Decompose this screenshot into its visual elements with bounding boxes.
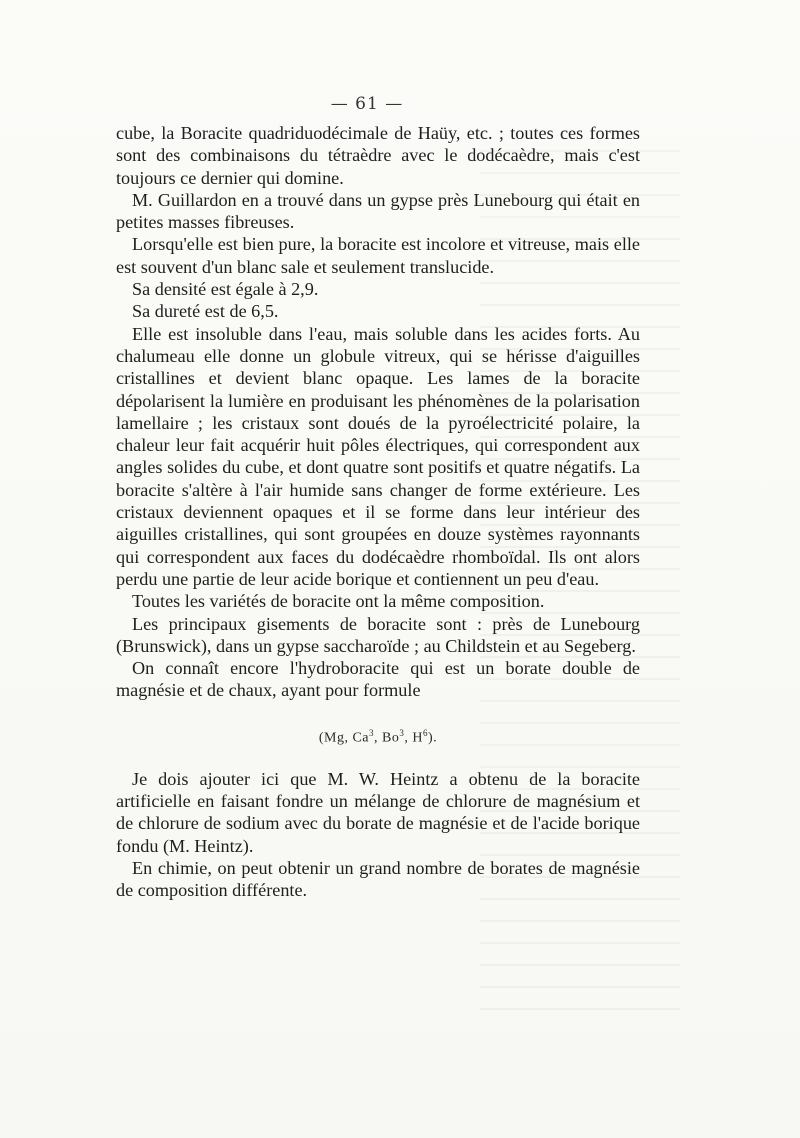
paragraph-2: M. Guillardon en a trouvé dans un gypse près Lunebourg qui était en petites masses fibreuses. xyxy=(116,189,640,233)
chemical-formula xyxy=(116,722,640,750)
paragraph-4: Sa densité est égale à 2,9. xyxy=(132,279,319,300)
paragraph-10: Je dois ajouter ici que M. W. Heintz a obtenu de la boracite artificielle en faisant fondre un mélange de chlorure de magnésium et de chlorure de sodium avec du borate de magnésie et de l'acide borique fondu (M. Heintz). xyxy=(116,768,640,856)
formula-part: , H xyxy=(404,730,423,746)
paragraph-6: Elle est insoluble dans l'eau, mais soluble dans les acides forts. Au chalumeau elle donne un globule vitreux, qui se hérisse d'aiguilles cristallines et devient blanc opaque. Les lames de la boracite dépolarisent la lumière en produisant les phénomènes de la polarisation lamellaire ; les cristaux sont doués de la pyroélectricité polaire, la chaleur leur fait acquérir huit pôles électriques, qui correspondent aux angles solides du cube, et dont quatre sont positifs et quatre négatifs. La boracite s'altère à l'air humide sans changer de forme extérieure. Les cristaux deviennent opaques et il se forme dans leur intérieur des aiguilles cristallines, qui sont groupées en douze systèmes rayonnants qui correspondent aux faces du dodécaèdre rhomboïdal. Ils ont alors perdu une partie de leur acide borique et contiennent un peu d'eau. xyxy=(116,323,640,589)
paragraph-11: En chimie, on peut obtenir un grand nombre de borates de magnésie de composition différente. xyxy=(116,857,640,901)
body-text xyxy=(116,122,640,901)
formula-part: ). xyxy=(427,730,438,746)
formula-sup: 3 xyxy=(399,727,405,738)
formula-sup: 3 xyxy=(369,727,375,738)
paragraph-9: On connaît encore l'hydroboracite qui est un borate double de magnésie et de chaux, ayant pour formule xyxy=(116,658,640,701)
formula-part: , Bo xyxy=(374,730,400,746)
page-number: — 61 — xyxy=(330,94,404,114)
paragraph-5: Sa dureté est de 6,5. xyxy=(132,301,279,322)
formula-sup: 6 xyxy=(422,727,428,738)
paragraph-8: Les principaux gisements de boracite sont : près de Lunebourg (Brunswick), dans un gypse saccharoïde ; au Childstein et au Segeberg. xyxy=(116,613,640,656)
paragraph-1: cube, la Boracite quadriduodécimale de Haüy, etc. ; toutes ces formes sont des combinaisons du tétraèdre avec le dodécaèdre, mais c'est toujours ce dernier qui domine. xyxy=(116,123,640,188)
paragraph-3: Lorsqu'elle est bien pure, la boracite est incolore et vitreuse, mais elle est souvent d'un blanc sale et seulement translucide. xyxy=(116,234,640,277)
formula-part: (Mg, Ca xyxy=(318,730,370,746)
paragraph-7: Toutes les variétés de boracite ont la même composition. xyxy=(132,591,545,612)
